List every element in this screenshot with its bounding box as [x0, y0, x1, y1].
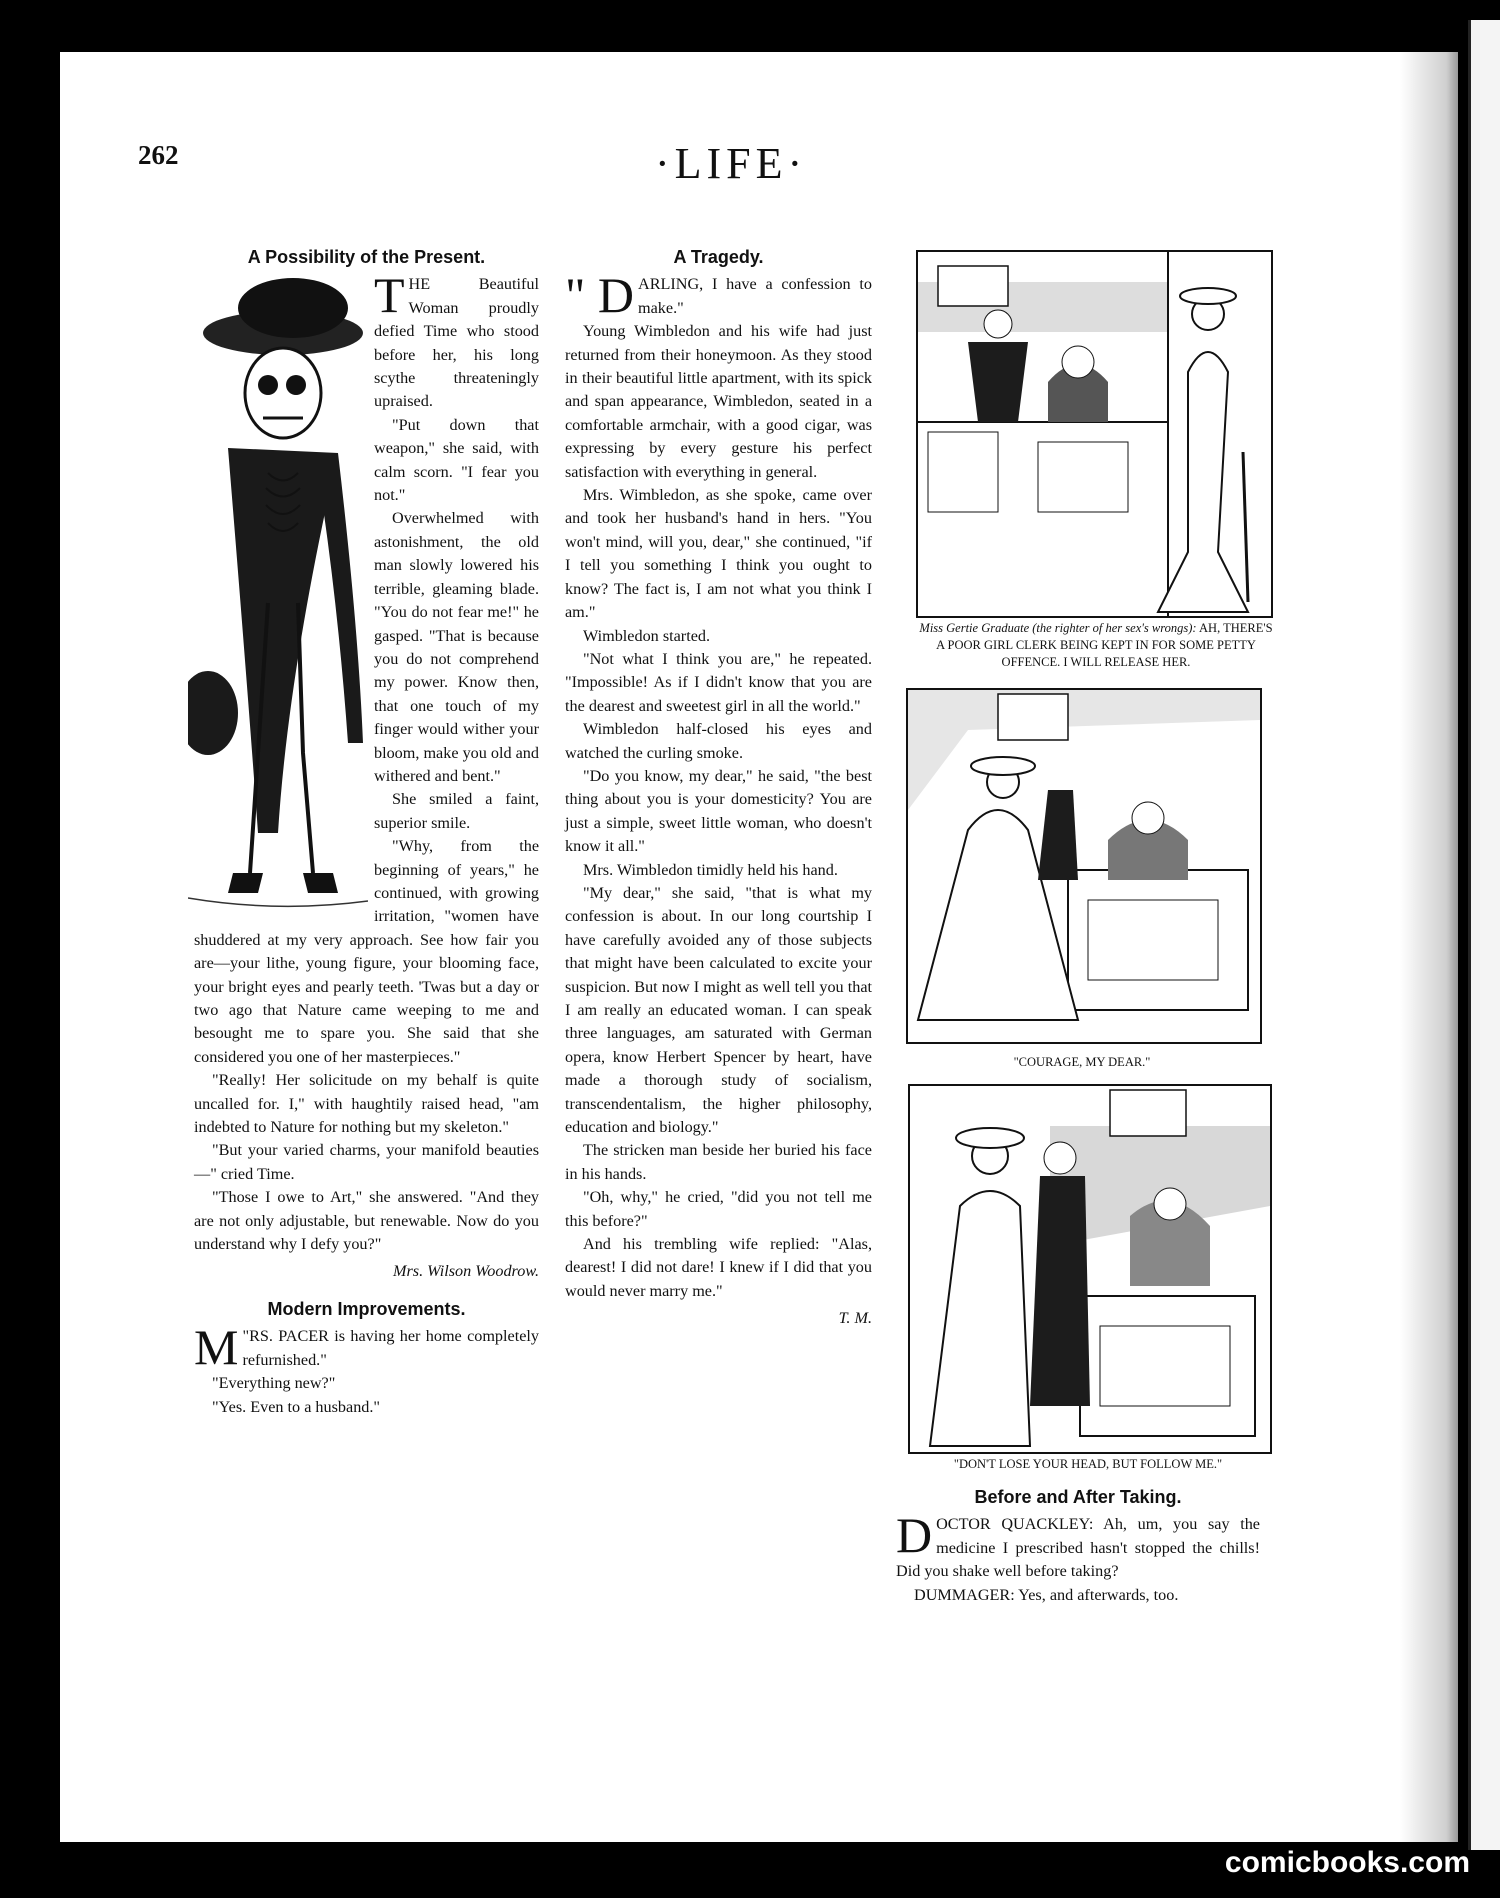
article-heading: A Tragedy.: [673, 247, 764, 267]
article-signature: T. M.: [838, 1309, 872, 1328]
comic-caption-3: "DON'T LOSE YOUR HEAD, BUT FOLLOW ME.": [953, 1457, 1223, 1471]
article-heading: Modern Improvements.: [267, 1298, 466, 1319]
drop-cap: D: [896, 1507, 933, 1564]
comic-panel-1: [916, 250, 1273, 618]
drop-cap: M: [194, 1319, 239, 1376]
drop-cap: " D: [565, 267, 635, 324]
column-1: A Possibility of the Present. THE Beautiful Woman proudly defied Time who stood before her, his long scythe threateningly upraised. "Put down that weapon," she said, with calm scorn. "I fear you not." Overwhelmed with astonishment, the old man slowly lowered his terrible, gleaming blade. "You do not fear me!" he gasped. "That is because you do not comprehend my power. Know then, that one touch of my finger would wither your bloom, make you old and withered and bent." She smiled a faint, superior smile. "Why, from the beginning of years," he continued, with growing irritation, "women have shuddered at my very approach. See how fair you are—your lithe, young figure, your blooming face, your bright eyes and pearly teeth. 'Twas but a day or two ago that Nature came weeping to me and besought me to spare you. She said that she considered you one of her masterpieces." "Really! Her solicitude on my behalf is quite uncalled for. I," with haughtily raised head, "am indebted to Nature for nothing but my skeleton." "But your varied charms, your manifold beauties—" cried Time. "Those I owe to Art," she answered. "And they are not only adjustable, but renewable. Now do you understand why I defy you?" Mrs. Wilson Woodrow. Modern Improvements. " M RS. PACER is having her home completely refurnished." "Everything new?" "Yes. Even to a husband.": [194, 246, 539, 1419]
comic-caption-2: "COURAGE, MY DEAR.": [1013, 1055, 1151, 1069]
skeleton-woman-illustration: [188, 273, 368, 923]
column-2: A Tragedy. " D ARLING, I have a confession to make." Young Wimbledon and his wife had just returned from their honeymoon. As they stood in their beautiful little apartment, with its spick and span appearance, Wimbledon, seated in a comfortable armchair, with a good cigar, was expressing by every gesture his perfect satisfaction with everything in general. Mrs. Wimbledon, as she spoke, came over and took her husband's hand in hers. "You won't mind, will you, dear," she continued, "if I tell you something I think you ought to know? The fact is, I am not what you think I am." Wimbledon started. "Not what I think you are," he repeated. "Impossible! As if I didn't know that you are the dearest and sweetest girl in all the world." Wimbledon half-closed his eyes and watched the curling smoke. "Do you know, my dear," he said, "the best thing about you is your domesticity? You are just a simple, sweet little woman, who doesn't know it all." Mrs. Wimbledon timidly held his hand. "My dear," she said, "that is what my confession is about. In our long courtship I have carefully avoided any of those subjects that might have been calculated to excite your suspicion. But now I might as well tell you that I am really an educated woman. I can speak three languages, am saturated with German opera, know Herbert Spencer by heart, have made a thorough study of socialism, transcendentalism, the higher philosophy, education and biology." The stricken man beside her buried his face in his hands. "Oh, why," he cried, "did you not tell me this before?" And his trembling wife replied: "Alas, dearest! I did not dare! I knew if I did that you would never marry me." T. M.: [565, 246, 872, 1331]
comic-caption-1: Miss Gertie Graduate (the righter of her sex's wrongs): AH, THERE'S A POOR GIRL CLERK BEING KEPT IN FOR SOME PETTY OFFENCE. I WILL RELEASE HER.: [919, 621, 1273, 669]
comic-panel-3: [908, 1084, 1272, 1454]
article-heading: A Possibility of the Present.: [247, 247, 486, 267]
next-page-edge: [1468, 20, 1500, 1850]
page-number: 262: [138, 140, 179, 170]
masthead-title: ·LIFE·: [655, 139, 808, 188]
article-heading: Before and After Taking.: [974, 1487, 1182, 1507]
column-3-text: Before and After Taking. DOCTOR QUACKLEY: Ah, um, you say the medicine I prescribed hasn't stopped the chills! Did you shake well before taking? DUMMAGER: Yes, and afterwards, too.: [896, 1487, 1260, 1604]
page-gutter: [1400, 52, 1458, 1842]
watermark: comicbooks.com: [1224, 1846, 1470, 1879]
drop-cap: T: [374, 267, 405, 324]
article-signature: Mrs. Wilson Woodrow.: [392, 1262, 539, 1281]
comic-panel-2: [906, 688, 1262, 1044]
